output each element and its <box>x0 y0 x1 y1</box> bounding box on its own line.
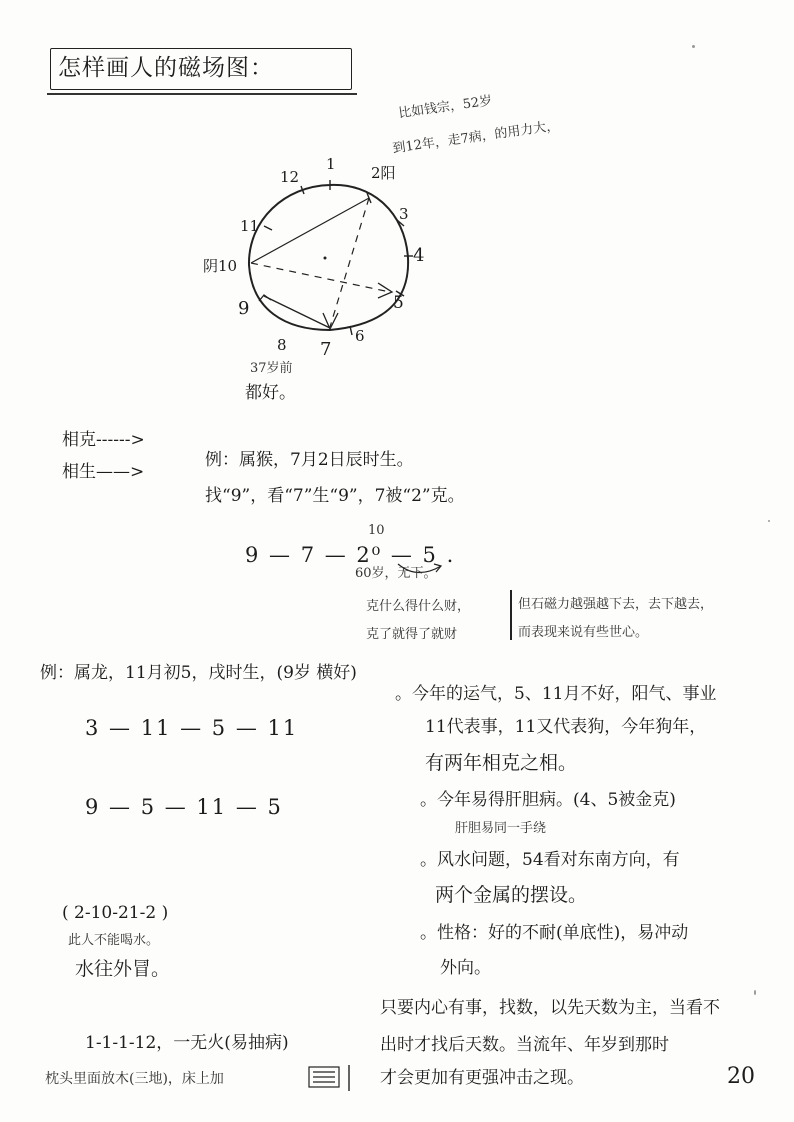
note-bullet1b: 肝胆易同一手绕 <box>455 821 547 836</box>
note-line1: 。今年的运气，5、11月不好，阳气、事业 <box>395 684 717 704</box>
box-right-2: 而表现来说有些世心。 <box>518 625 649 640</box>
note-bullet3b: 外向。 <box>440 958 491 978</box>
scan-speck <box>754 990 756 995</box>
line-2-10 <box>251 198 369 263</box>
bottom-line2: 出时才找后天数。当流年、年岁到那时 <box>380 1035 669 1055</box>
clock-label-11: 11 <box>240 217 260 235</box>
example1-sequence: 9 — 7 — 2⁰ — 5 . <box>245 543 456 567</box>
diagram-circle <box>249 185 408 330</box>
note-bullet3a: 。性格：好的不耐(单底性)，易冲动 <box>420 923 689 943</box>
line-9-7 <box>264 296 330 328</box>
legend-support: 相生——> <box>62 462 145 482</box>
legend-conflict: 相克------> <box>62 430 145 450</box>
box-divider <box>510 590 512 640</box>
lower-line2: 水往外冒。 <box>75 958 171 980</box>
example2-seq2: 9 — 5 — 11 — 5 <box>85 795 283 819</box>
dashed-line-2-7 <box>330 198 369 327</box>
diagram-below-1: 37岁前 <box>250 361 293 376</box>
clock-label-9: 9 <box>238 298 250 319</box>
lower-line3: 枕头里面放木(三地)，床上加 <box>45 1071 224 1087</box>
diagram-note-1: 比如钱宗，52岁 <box>397 93 494 122</box>
example1-line2: 找“9”，看“7”生“9”，7被“2”克。 <box>205 486 465 506</box>
page-title: 怎样画人的磁场图： <box>58 55 274 81</box>
note-line3: 有两年相克之相。 <box>425 752 578 774</box>
diagram-below-2: 都好。 <box>245 383 296 403</box>
clock-label-2: 2阳 <box>371 164 396 182</box>
scan-speck <box>692 45 695 48</box>
clock-label-1: 1 <box>326 155 336 173</box>
trigram-box <box>307 1065 355 1091</box>
example1-note: 60岁，无下。 <box>355 566 437 581</box>
clock-label-7: 7 <box>320 339 332 360</box>
bottom-line3: 才会更加有更强冲击之现。 <box>380 1068 584 1088</box>
lower-seq2: 1-1-1-12，一无火(易抽病) <box>85 1033 289 1053</box>
clock-label-3: 3 <box>399 205 409 223</box>
example1-superscript: 10 <box>368 523 385 538</box>
diagram-note-2: 到12年，走7病，的用力大， <box>391 118 561 157</box>
example2-line1: 例：属龙，11月初5，戌时生，(9岁 横好) <box>40 663 357 683</box>
scan-speck <box>768 520 770 522</box>
clock-label-8: 8 <box>277 336 287 354</box>
lower-line1: 此人不能喝水。 <box>68 933 160 948</box>
bottom-line1: 只要内心有事，找数，以先天数为主，当看不 <box>380 998 720 1018</box>
note-line2: 11代表事，11又代表狗，今年狗年， <box>425 717 707 737</box>
example1-line1: 例：属猴，7月2日辰时生。 <box>205 450 414 470</box>
note-bullet1a: 。今年易得肝胆病。(4、5被金克) <box>420 790 676 810</box>
note-bullet2b: 两个金属的摆设。 <box>435 884 588 906</box>
clock-label-4: 4 <box>413 245 425 266</box>
lower-seq: ( 2-10-21-2 ) <box>62 903 169 923</box>
clock-label-5: 5 <box>393 293 404 313</box>
arrow-head-7 <box>323 313 338 329</box>
box-left-2: 克了就得了就财 <box>366 627 458 642</box>
clock-label-12: 12 <box>280 168 300 186</box>
box-left-1: 克什么得什么财， <box>366 599 471 614</box>
dashed-line-10-5 <box>251 263 390 292</box>
clock-label-10: 阴10 <box>203 257 238 275</box>
example2-seq1: 3 — 11 — 5 — 11 <box>85 716 299 740</box>
clock-label-6: 6 <box>355 327 365 345</box>
page-number: 20 <box>727 1064 755 1089</box>
box-right-1: 但石磁力越强越下去，去下越去， <box>518 597 714 612</box>
note-bullet2a: 。风水问题，54看对东南方向，有 <box>420 850 680 870</box>
